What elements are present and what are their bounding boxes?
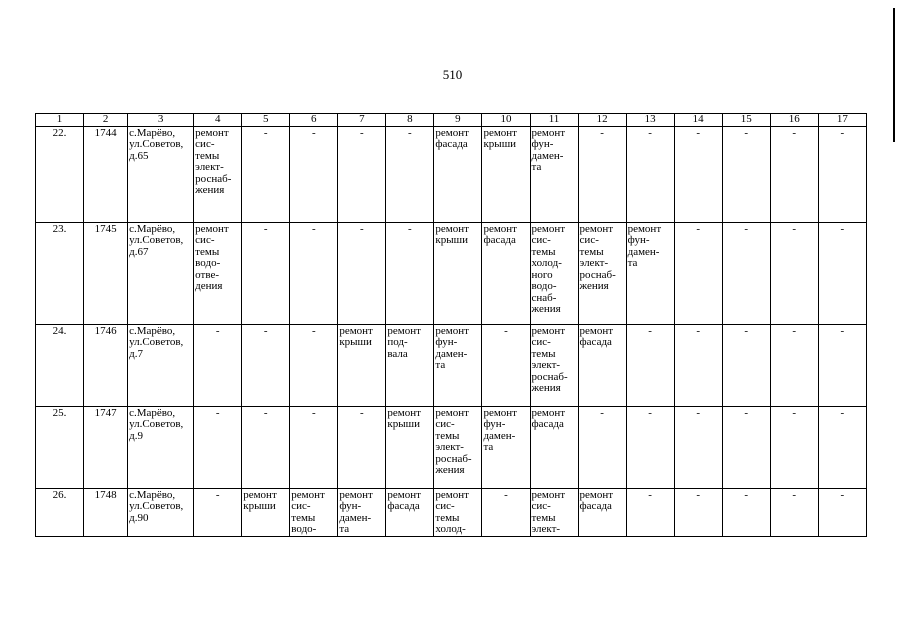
empty-work-cell: -: [818, 126, 866, 222]
address-cell: с.Марёво, ул.Советов, д.67: [128, 222, 194, 324]
column-header: 3: [128, 114, 194, 127]
empty-work-cell: -: [818, 406, 866, 488]
address-cell: с.Марёво, ул.Советов, д.7: [128, 324, 194, 406]
house-id-cell: 1745: [84, 222, 128, 324]
repair-work-cell: ремонт крыши: [338, 324, 386, 406]
repair-work-cell: ремонт крыши: [386, 406, 434, 488]
empty-work-cell: -: [578, 406, 626, 488]
empty-work-cell: -: [626, 406, 674, 488]
empty-work-cell: -: [338, 126, 386, 222]
house-id-cell: 1746: [84, 324, 128, 406]
page-number: 510: [442, 67, 463, 82]
repair-work-cell: ремонт крыши: [434, 222, 482, 324]
empty-work-cell: -: [194, 324, 242, 406]
empty-work-cell: -: [722, 406, 770, 488]
empty-work-cell: -: [194, 406, 242, 488]
row-number-cell: 26.: [36, 488, 84, 536]
repair-work-cell: ремонт фун- дамен- та: [434, 324, 482, 406]
empty-work-cell: -: [626, 324, 674, 406]
house-id-cell: 1748: [84, 488, 128, 536]
row-number-cell: 23.: [36, 222, 84, 324]
empty-work-cell: -: [818, 222, 866, 324]
column-header: 10: [482, 114, 530, 127]
repair-work-cell: ремонт фасада: [578, 488, 626, 536]
table-row: [36, 126, 867, 222]
empty-work-cell: -: [194, 488, 242, 536]
repair-work-cell: ремонт фасада: [386, 488, 434, 536]
repair-work-cell: ремонт сис- темы элект- роснаб- жения: [578, 222, 626, 324]
empty-work-cell: -: [770, 488, 818, 536]
repair-work-cell: ремонт сис- темы водо- отве- дения: [194, 222, 242, 324]
column-header: 16: [770, 114, 818, 127]
empty-work-cell: -: [818, 488, 866, 536]
empty-work-cell: -: [578, 126, 626, 222]
empty-work-cell: -: [674, 126, 722, 222]
repair-work-cell: ремонт фун- дамен- та: [338, 488, 386, 536]
column-header: 13: [626, 114, 674, 127]
column-header: 1: [36, 114, 84, 127]
repair-work-cell: ремонт под- вала: [386, 324, 434, 406]
empty-work-cell: -: [770, 222, 818, 324]
empty-work-cell: -: [242, 324, 290, 406]
empty-work-cell: -: [674, 324, 722, 406]
table-row: [36, 406, 867, 488]
repair-work-cell: ремонт сис- темы водо-: [290, 488, 338, 536]
repair-work-cell: ремонт крыши: [482, 126, 530, 222]
repair-work-cell: ремонт сис- темы элект- роснаб- жения: [434, 406, 482, 488]
table-row: [36, 324, 867, 406]
empty-work-cell: -: [722, 488, 770, 536]
empty-work-cell: -: [818, 324, 866, 406]
house-id-cell: 1747: [84, 406, 128, 488]
repair-work-cell: ремонт сис- темы холод-: [434, 488, 482, 536]
column-header: 8: [386, 114, 434, 127]
column-header: 6: [290, 114, 338, 127]
empty-work-cell: -: [674, 222, 722, 324]
empty-work-cell: -: [722, 222, 770, 324]
empty-work-cell: -: [674, 488, 722, 536]
table-row: [36, 488, 867, 536]
empty-work-cell: -: [290, 324, 338, 406]
empty-work-cell: -: [242, 126, 290, 222]
column-header: 11: [530, 114, 578, 127]
empty-work-cell: -: [290, 222, 338, 324]
empty-work-cell: -: [626, 488, 674, 536]
empty-work-cell: -: [242, 406, 290, 488]
empty-work-cell: -: [338, 406, 386, 488]
table-row: [36, 222, 867, 324]
column-header: 4: [194, 114, 242, 127]
header-row: [36, 114, 867, 127]
empty-work-cell: -: [770, 126, 818, 222]
column-header: 17: [818, 114, 866, 127]
empty-work-cell: -: [338, 222, 386, 324]
column-header: 2: [84, 114, 128, 127]
empty-work-cell: -: [242, 222, 290, 324]
address-cell: с.Марёво, ул.Советов, д.9: [128, 406, 194, 488]
repair-schedule-table: [35, 113, 867, 537]
repair-work-cell: ремонт сис- темы элект-: [530, 488, 578, 536]
empty-work-cell: -: [290, 406, 338, 488]
repair-work-cell: ремонт сис- темы элект- роснаб- жения: [194, 126, 242, 222]
repair-work-cell: ремонт фасада: [578, 324, 626, 406]
empty-work-cell: -: [722, 324, 770, 406]
column-header: 14: [674, 114, 722, 127]
repair-work-cell: ремонт фун- дамен- та: [626, 222, 674, 324]
empty-work-cell: -: [290, 126, 338, 222]
row-number-cell: 22.: [36, 126, 84, 222]
column-header: 12: [578, 114, 626, 127]
column-header: 5: [242, 114, 290, 127]
empty-work-cell: -: [626, 126, 674, 222]
empty-work-cell: -: [482, 488, 530, 536]
repair-work-cell: ремонт крыши: [242, 488, 290, 536]
column-header: 9: [434, 114, 482, 127]
house-id-cell: 1744: [84, 126, 128, 222]
repair-work-cell: ремонт фасада: [530, 406, 578, 488]
row-number-cell: 24.: [36, 324, 84, 406]
column-header: 15: [722, 114, 770, 127]
address-cell: с.Марёво, ул.Советов, д.65: [128, 126, 194, 222]
repair-work-cell: ремонт фун- дамен- та: [530, 126, 578, 222]
repair-work-cell: ремонт сис- темы элект- роснаб- жения: [530, 324, 578, 406]
address-cell: с.Марёво, ул.Советов, д.90: [128, 488, 194, 536]
repair-work-cell: ремонт фасада: [434, 126, 482, 222]
column-header: 7: [338, 114, 386, 127]
empty-work-cell: -: [386, 126, 434, 222]
repair-work-cell: ремонт сис- темы холод- ного водо- снаб- жения: [530, 222, 578, 324]
empty-work-cell: -: [386, 222, 434, 324]
empty-work-cell: -: [770, 324, 818, 406]
empty-work-cell: -: [722, 126, 770, 222]
repair-work-cell: ремонт фасада: [482, 222, 530, 324]
row-number-cell: 25.: [36, 406, 84, 488]
empty-work-cell: -: [674, 406, 722, 488]
empty-work-cell: -: [770, 406, 818, 488]
empty-work-cell: -: [482, 324, 530, 406]
repair-work-cell: ремонт фун- дамен- та: [482, 406, 530, 488]
